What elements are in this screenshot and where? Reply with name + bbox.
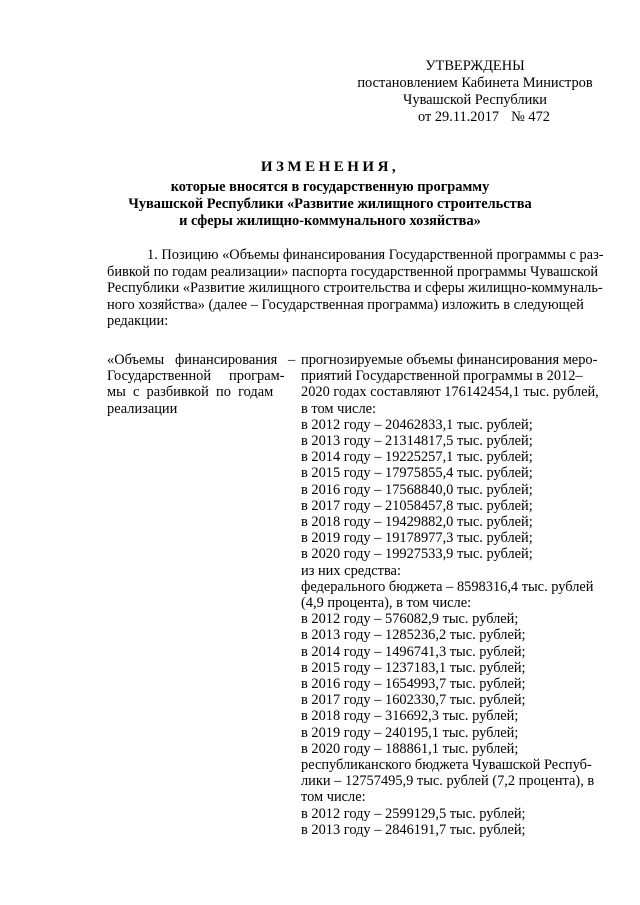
value-line: в 2016 году – 1654993,7 тыс. рублей;: [301, 676, 526, 693]
body-paragraph: [107, 247, 604, 330]
value-line: из них средства:: [301, 562, 401, 579]
value-line: в 2019 году – 240195,1 тыс. рублей;: [301, 724, 519, 741]
position-name-cell: [107, 352, 296, 417]
document-title-line: которые вносятся в государственную программу: [170, 179, 490, 195]
value-line: лики – 12757495,9 тыс. рублей (7,2 процента), в: [301, 773, 595, 790]
position-name-line: «Объемы финансирования –: [107, 352, 296, 368]
value-line: в 2012 году – 576082,9 тыс. рублей;: [301, 611, 519, 628]
approval-title: УТВЕРЖДЕНЫ: [425, 58, 525, 74]
approval-number: № 472: [511, 109, 551, 125]
value-line: федерального бюджета – 8598316,4 тыс. рублей: [301, 578, 594, 595]
value-line: (4,9 процента), в том числе:: [301, 595, 472, 612]
document-title: [60, 157, 600, 230]
value-line: в том числе:: [301, 400, 377, 417]
value-line: в 2018 году – 316692,3 тыс. рублей;: [301, 708, 519, 725]
value-line: в 2018 году – 19429882,0 тыс. рублей;: [301, 514, 533, 531]
value-line: в 2016 году – 17568840,0 тыс. рублей;: [301, 481, 533, 498]
value-line: в 2013 году – 21314817,5 тыс. рублей;: [301, 433, 533, 450]
position-value-cell: [301, 352, 599, 838]
position-name-line: реализации: [107, 400, 178, 417]
paragraph-line: ного хозяйства» (далее – Государственная программа) изложить в следующей: [107, 296, 584, 313]
value-line: в 2017 году – 1602330,7 тыс. рублей;: [301, 692, 526, 709]
paragraph-line: редакции:: [107, 313, 169, 329]
value-line: в 2012 году – 2599129,5 тыс. рублей;: [301, 805, 526, 822]
value-line: приятий Государственной программы в 2012–: [301, 368, 583, 385]
document-title-line: Чувашской Республики «Развитие жилищного строительства: [128, 196, 532, 212]
position-name-line: Государственной програм-: [107, 368, 285, 385]
value-line: в 2014 году – 19225257,1 тыс. рублей;: [301, 449, 533, 466]
value-line: в 2015 году – 1237183,1 тыс. рублей;: [301, 659, 526, 676]
value-line: в 2015 году – 17975855,4 тыс. рублей;: [301, 465, 533, 482]
value-line: прогнозируемые объемы финансирования меро-: [301, 352, 598, 368]
value-line: республиканского бюджета Чувашской Респуб-: [301, 757, 592, 774]
paragraph-line: 1. Позицию «Объемы финансирования Государственной программы с раз-: [147, 247, 604, 263]
value-line: в 2020 году – 188861,1 тыс. рублей;: [301, 740, 519, 757]
approval-line-2: Чувашской Республики: [403, 92, 547, 108]
value-line: 2020 годах составляют 176142454,1 тыс. рублей,: [301, 384, 599, 401]
value-line: в 2013 году – 1285236,2 тыс. рублей;: [301, 627, 526, 644]
value-line: в 2012 году – 20462833,1 тыс. рублей;: [301, 416, 533, 433]
paragraph-line: Республики «Развитие жилищного строительства и сферы жилищно-коммуналь-: [107, 280, 603, 296]
paragraph-line: бивкой по годам реализации» паспорта государственной программы Чувашской: [107, 263, 599, 280]
position-name-line: мы с разбивкой по годам: [107, 384, 274, 401]
value-line: в 2019 году – 19178977,3 тыс. рублей;: [301, 530, 533, 547]
document-heading: ИЗМЕНЕНИЯ,: [260, 159, 400, 175]
approval-line-1: постановлением Кабинета Министров: [357, 75, 593, 91]
value-line: в 2020 году – 19927533,9 тыс. рублей;: [301, 546, 533, 563]
value-line: в 2017 году – 21058457,8 тыс. рублей;: [301, 497, 533, 514]
value-line: в 2014 году – 1496741,3 тыс. рублей;: [301, 643, 526, 660]
value-line: том числе:: [301, 789, 366, 806]
value-line: в 2013 году – 2846191,7 тыс. рублей;: [301, 821, 526, 838]
approval-date: от 29.11.2017: [417, 109, 500, 125]
document-title-line: и сферы жилищно-коммунального хозяйства»: [179, 213, 481, 229]
approval-block: [330, 58, 620, 126]
approval-date-line: [348, 109, 620, 126]
